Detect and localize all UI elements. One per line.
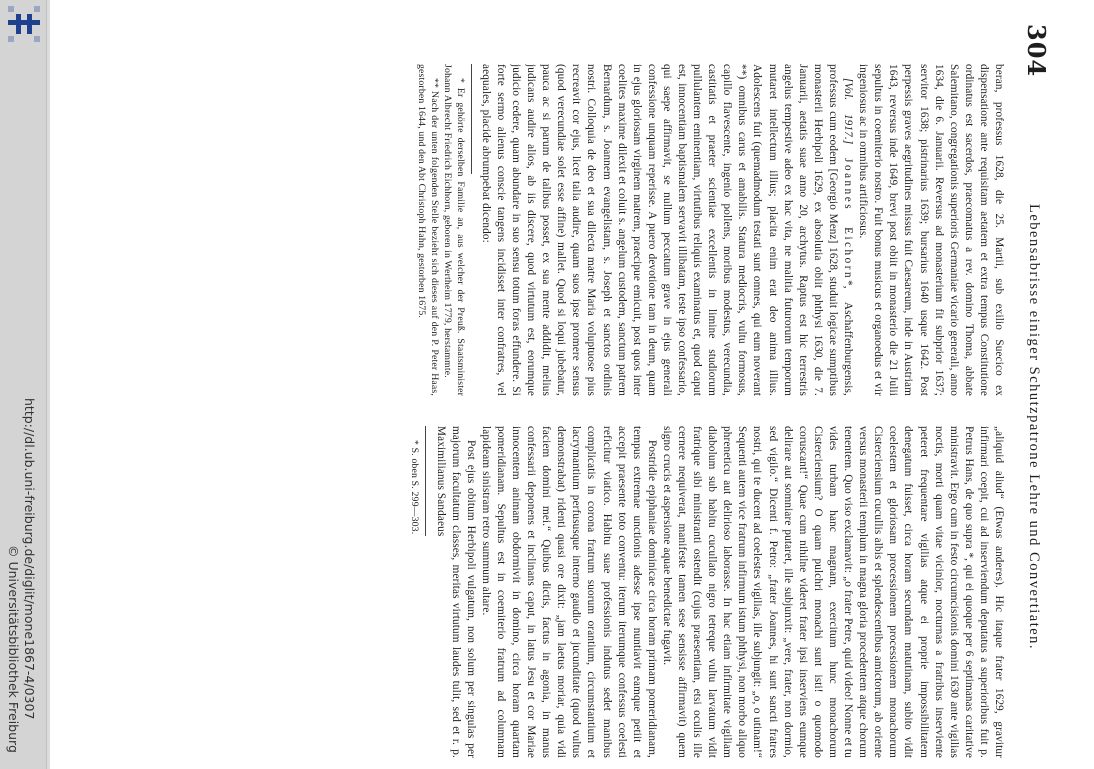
logo-square bbox=[8, 36, 14, 42]
page-header bbox=[1010, 24, 1051, 766]
logo-bar bbox=[16, 14, 21, 34]
paragraph-text: *, Aschaffenburgensis, professus cum eodem [Georgio Menz] 1628, studuit logicae sumptibus monasterii Herbipoli 1629, ex absolutia obiit phthysi 1630, die 7. Januarii, aetatis suae anno 20, archytus. Raptus est hic terrestris angelus tempestive adeo ex hac vita, ne malitia futurorum temporum mutaret intellectum illius; placita enim erat deo anima illius. Adolescens fuit (quemadmodum testati sunt omnes, qui eum noverant **) omnibus carus et amabilis. Statura mediocris, vultu formosus, capillo flavescente, ingenio pollens, moribus modestus, verecundia, castitatis et praeter scientiae excellentis in limine studiorum pullulantem eminentiam, virtutibus reliquis examinatus et, quod caput est, innocentiam baptismalem servavit illibatam, teste ipso confessario, qui saepe affirmavit, se nullum peccatum grave in ejus generali confessione unquam reperisse. A puero devotione tam in deum, quam in ejus gloriosam virginem matrem, praecipue emicuit, post quos inter coelites maxime dilexit et coluit s. angelum custodem, sanctum patrem Bernardum, s. Joannem evangelistam, s. Joseph et sanctos ordinis nostri. Colloquia de deo et sua dilecta matre Maria voluptuose pius recreavit cor ejus, licet talia audire, quam suos ipse promere sensus (quod verecundiae solet esse affine) mallet. Quod si loqui jubebatur, pauca ac si parum de talibus posset, ex sua mente addidit, melius judicans audire alios, ab iis discere, quod virtutum est, eorumque judicio cedere, quam abundare in suo sensu totum foras effundere. Si forte sermo alienus conscie tangens incidisset inter confratres, vel aequales, placide abrumpebat dicendo: bbox=[479, 64, 855, 396]
logo-square bbox=[34, 6, 40, 12]
volume-reference: [Vol. 1917.] bbox=[842, 78, 855, 145]
logo-bar bbox=[8, 20, 40, 25]
scanned-page bbox=[50, 0, 1094, 769]
page-number: 304 bbox=[1022, 24, 1051, 78]
rotated-page-content bbox=[120, 24, 1051, 766]
logo-square bbox=[8, 6, 14, 12]
paragraph-eichorn bbox=[478, 64, 855, 396]
university-freiburg-logo-icon[interactable] bbox=[8, 6, 40, 42]
viewer-sidebar bbox=[0, 0, 47, 769]
paragraph: „aliquid aliud“ (Etwas anderes). Hic itaque frater 1629, gravitur infirmari coepit, cui ad inserviendum deputatus a superioribus fuit p. Petrus Hans, de quo supra *, qui ei quoque per 6 septimanas caritative ministravit. Ergo cum in festo circumcisionis domini 1630 ante vigilias noctis, morti quam vitae vicinior, nocturnas a fratribus inserviente peteret frequentare vigilias atque ei proprie impossibilitatem denegatum fuisset, circa horam secundam matutinam, subito vidit coelestem et gloriosam processionem processionem monachorum Cisterciensium cucullis albis et splendescentibus amictorum, ab oriente versus monasterii templum in magna gloria procedentem atque chorum tenentem. Quo viso exclamavit: „o frater Petre, quid video! Nonne et tu vides turbam hanc magnam, exercitum hunc monachorum Cisterciensium? O quam pulchri monachi sunt isti! o quomodo coruscant!“ Quae cum nihilne videret frater ipsi inserviens eumque delirare aut somniare putaret, ille subjunxit: „vere, frater, non dormio, sed vigilo.“ Dicenti f. Petro: „frater Joannes, hi sunt sancti fratres nostri, qui te ducent ad coelestes vigilias, ille subjungit: „o, o utinam!“ Sequenti autem vice fratrum infirmum istum phthysi, non morbo aliquo phreneticu aut delirioso laborasse. In hac etiam infirmitate vigiliam diabolum sub habitu cucullato nigro tetreque vultu larvatum vidit fratrique sibi ministranti ostendit (cujus praesentiam, etsi oculis ille cernere nequiverat, manifeste tamen sese sensisse affirmavit) quem signo crucis et aspersione aquae benedictae fugavit. bbox=[660, 426, 1005, 758]
footnote: ** Nach der unten folgenden Stelle bezieht sich dieses auf den P. Peter Haas, gestorben 1644, und den Abt Christoph Hahn, gestorben 1675. bbox=[415, 64, 440, 396]
footnote: * Er gehörte derselben Familie an, aus welcher der Preuß. Staatsminister Johann Albrecht Friedrich Eichhorn, geboren in Wertheim 1779, herstammte. bbox=[441, 64, 466, 396]
footnote-divider bbox=[425, 426, 426, 536]
paragraph: Post ejus obitum Herbipoli vulgatum, non solum per singulas per majorum facultatum classes, meritas virtutum laudes tulit, sed et r. p. Maximilianus Sandaeus bbox=[434, 426, 477, 758]
footnote-divider bbox=[471, 64, 472, 174]
logo-bar bbox=[27, 14, 32, 34]
right-column bbox=[126, 426, 1006, 758]
permalink-url[interactable]: http://dl.ub.uni-freiburg.de/diglit/mone1867-4/0307 bbox=[22, 398, 37, 720]
running-head: Lebensabrisse einiger Schutzpatrone Lehre und Convertiaten. bbox=[1026, 204, 1042, 651]
paragraph: Postridie epiphaniae dominicae circa horam primam pomeridianam, tempus extremae unctionis adesse ipse nuntiavit eamque petiit et accepit praesente toto conventu: iterum iterumque confessus coelesti reficitur viatico. Habitu suae professionis indutus sedet manibus complicatis in corona fratrum suorum orantium, circumstantium et lacrymantium perfususque interno gaudio et jucunditate (quod vultus demonstrabat) ridenti quasi ore dixit: „jam laetus moriar, quia vidi faciem domini mei.“ Quibus dictis, factus in agonia, in manus confessarii deponens et inclinans caput, in latus Jesu et cor Mariae innocentem animam obdormivit in domino, circa horam quartam pomeridianam. Sepultus est in coemiterio fratrum ad columnam lapideam sinistram retro summum altare. bbox=[479, 426, 658, 758]
copyright-notice: © Universitätsbibliothek Freiburg bbox=[6, 545, 21, 753]
paragraph: beran, professus 1628, die 25. Martii, sub exilio Suecico ex dispensatione ante requisitam aetatem et extra tempus Constitutione ordinatus est sacerdos, praecomatus a rev. domino Thoma, abbate Salemitano, congregationis superioris Germaniae vicario generali, anno 1634, die 6. Januarii. Reversus ad monasterium fit subprior 1637; servitor 1638; pistrinarius 1639; bursarius 1640 usque 1642. Post perpessis graves aegritudines missus fuit Caesareum, inde in Austriam 1643, reversus inde 1649, brevi post obiit in monasterio die 21 Julii sepultus in coemiterio nostro. Fuit bonus musicus et organoedus et vir ingeniosus ac in omnibus artificiosus. bbox=[857, 64, 1005, 396]
footnote: * S. oben S. 299—303. bbox=[409, 440, 421, 535]
left-column bbox=[126, 64, 1006, 396]
person-name: Joannes Eichorn bbox=[842, 158, 855, 281]
logo-square bbox=[34, 36, 40, 42]
